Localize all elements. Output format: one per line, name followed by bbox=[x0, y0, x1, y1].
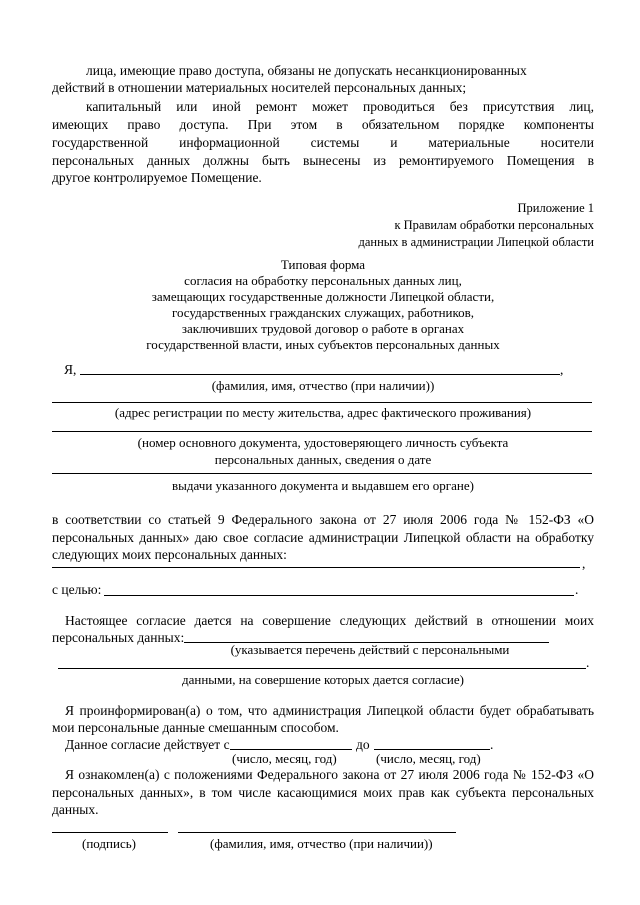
dot: . bbox=[586, 655, 590, 670]
address-input-line[interactable] bbox=[52, 402, 592, 403]
date-caption: (число, месяц, год) bbox=[232, 751, 337, 766]
signature-input-line[interactable] bbox=[52, 832, 168, 833]
text-line: имеющих право доступа. При этом в обязательном порядке компоненты bbox=[52, 117, 594, 132]
document-caption: (номер основного документа, удостоверяющего личность субъекта bbox=[137, 435, 509, 450]
text-line: капитальный или иной ремонт может проводиться без присутствия лиц, bbox=[86, 99, 594, 114]
appendix-line: данных в администрации Липецкой области bbox=[358, 235, 594, 249]
comma: , bbox=[560, 362, 564, 377]
date-caption: (число, месяц, год) bbox=[376, 751, 481, 766]
dot: . bbox=[575, 582, 579, 597]
consent-line: следующих моих персональных данных: bbox=[52, 547, 287, 562]
title-line: заключивших трудовой договор о работе в органах bbox=[181, 321, 465, 336]
signature-fio-input-line[interactable] bbox=[178, 832, 456, 833]
text-line: лица, имеющие право доступа, обязаны не допускать несанкционированных bbox=[86, 63, 527, 78]
comma: , bbox=[582, 556, 586, 571]
ya-label: Я, bbox=[64, 362, 77, 377]
appendix-line: Приложение 1 bbox=[517, 201, 594, 215]
title-line: государственных гражданских служащих, работников, bbox=[171, 305, 475, 320]
title-line: Типовая форма bbox=[280, 257, 366, 272]
personal-data-input-line[interactable] bbox=[52, 567, 580, 568]
purpose-label: с целью: bbox=[52, 582, 102, 597]
consent-line: в соответствии со статьей 9 Федерального закона от 27 июля 2006 года № 152-ФЗ «О bbox=[52, 512, 594, 527]
fio-caption: (фамилия, имя, отчество (при наличии)) bbox=[211, 378, 435, 393]
actions-input-line-2[interactable] bbox=[58, 668, 586, 669]
dot: . bbox=[490, 737, 494, 752]
text-line: государственной информационной системы и материальные носители bbox=[52, 135, 594, 150]
law-line: Я ознакомлен(а) с положениями Федерального закона от 27 июля 2006 года № 152-ФЗ «О bbox=[65, 767, 594, 782]
valid-label: Данное согласие действует с bbox=[65, 737, 230, 752]
title-line: согласия на обработку персональных данных лиц, bbox=[184, 273, 462, 288]
signature-caption: (подпись) bbox=[82, 836, 136, 851]
actions-caption: (указывается перечень действий с персональными bbox=[230, 642, 510, 657]
actions-caption: данными, на совершение которых дается согласие) bbox=[181, 672, 464, 687]
text-line: другое контролируемое Помещение. bbox=[52, 170, 262, 185]
document-caption: выдачи указанного документа и выдавшем его органе) bbox=[172, 478, 474, 493]
info-line: мои персональные данные смешанным способом. bbox=[52, 720, 339, 735]
text-line: персональных данных должны быть вынесены из ремонтируемого Помещения в bbox=[52, 153, 594, 168]
law-line: персональных данных», в том числе касающимися моих прав как субъекта персональных bbox=[52, 785, 594, 800]
actions-line: Настоящее согласие дается на совершение следующих действий в отношении моих bbox=[65, 613, 594, 628]
signature-fio-caption: (фамилия, имя, отчество (при наличии)) bbox=[210, 836, 433, 851]
document-caption: персональных данных, сведения о дате bbox=[214, 452, 432, 467]
title-line: государственной власти, иных субъектов персональных данных bbox=[146, 337, 500, 352]
date-from-input-line[interactable] bbox=[230, 749, 352, 750]
fio-input-line[interactable] bbox=[80, 374, 560, 375]
law-line: данных. bbox=[52, 802, 99, 817]
to-label: до bbox=[356, 737, 370, 752]
date-to-input-line[interactable] bbox=[374, 749, 490, 750]
document-input-line-2[interactable] bbox=[52, 473, 592, 474]
appendix-line: к Правилам обработки персональных bbox=[394, 218, 594, 232]
consent-line: персональных данных» даю свое согласие администрации Липецкой области на обработку bbox=[52, 530, 594, 545]
document-input-line[interactable] bbox=[52, 431, 592, 432]
info-line: Я проинформирован(а) о том, что администрация Липецкой области будет обрабатывать bbox=[65, 703, 594, 718]
purpose-input-line[interactable] bbox=[104, 595, 574, 596]
text-line: действий в отношении материальных носителей персональных данных; bbox=[52, 80, 467, 95]
address-caption: (адрес регистрации по месту жительства, адрес фактического проживания) bbox=[114, 405, 532, 420]
actions-label: персональных данных: bbox=[52, 630, 185, 645]
title-line: замещающих государственные должности Липецкой области, bbox=[151, 289, 495, 304]
